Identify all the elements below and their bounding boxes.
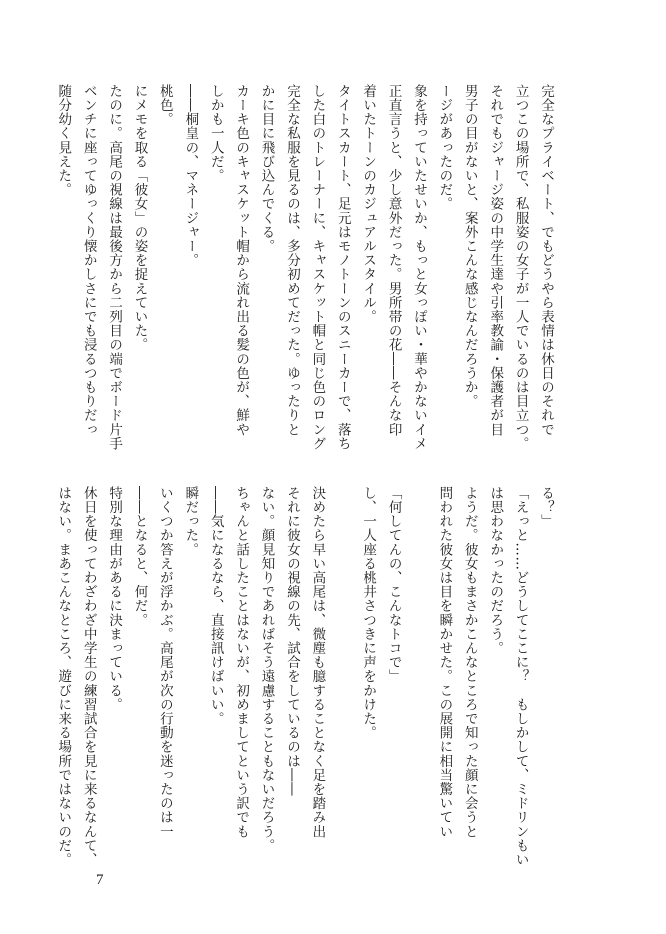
text-line: 男子の目がないと、案外こんな感じなんだろうか。 — [461, 84, 478, 409]
text-line: ――気になるなら、直接訊けばいい。 — [207, 486, 224, 726]
text-line: ージがあったのだ。 — [436, 84, 453, 211]
text-line: 象を持っていたせいか、もっと女っぽい・華やかないイメ — [410, 84, 427, 451]
text-line: ようだ。彼女もまさかこんなところで知った顔に会うと — [461, 486, 478, 839]
text-line: 随分幼く見えた。 — [55, 84, 72, 197]
text-line: は思わなかったのだろう。 — [487, 486, 504, 656]
text-line: ――となると、何だ。 — [131, 486, 148, 627]
text-line: し、一人座る桃井さつきに声をかけた。 — [360, 486, 377, 740]
text-line: る？」 — [538, 486, 554, 529]
text-line: ――桐皇の、マネージャー。 — [182, 84, 199, 268]
page-number: 7 — [96, 872, 104, 888]
dialogue-line: 「何してんの、こんなトコで」 — [385, 486, 402, 684]
text-line: 桃色。 — [156, 84, 173, 127]
text-line: カーキ色のキャスケット帽から流れ出る髪の色が、鮮や — [233, 84, 250, 437]
text-line: した白のトレーナーに、キャスケット帽と同じ色のロング — [309, 84, 326, 451]
text-line: 決めたら早い高尾は、微塵も臆することなく足を踏み出 — [309, 486, 326, 839]
text-line: いくつか答えが浮かぶ。高尾が次の行動を迷ったのは一 — [156, 486, 173, 839]
text-line: しかも一人だ。 — [207, 84, 224, 183]
text-line: 着いたトーンのカジュアルスタイル。 — [360, 84, 377, 324]
text-line: 休日を使ってわざわざ中学生の練習試合を見に来るなんて、 — [80, 486, 97, 867]
dialogue-line: 「えっと……どうしてここに？ もしかして、ミドリンもい — [512, 486, 529, 867]
text-line: 完全なプライベート、でもどうやら表情は休日のそれで — [538, 84, 554, 437]
text-block-bottom — [50, 486, 558, 866]
text-line: 瞬だった。 — [182, 486, 199, 557]
blank-line — [329, 486, 354, 866]
text-line: ベンチに座ってゆっくり懐かしさにでも浸るつもりだっ — [80, 84, 97, 437]
text-line: たのに。高尾の視線は最後方から二列目の端でボード片手 — [106, 84, 123, 451]
blank-line — [406, 486, 431, 866]
text-line: ない。顔見知りであればそう遠慮することもないだろう。 — [258, 486, 275, 853]
text-line: 問われた彼女は目を瞬かせた。この展開に相当驚いてい — [436, 486, 453, 839]
text-line: ちゃんと話したことはないが、初めましてという訳でも — [233, 486, 250, 839]
text-block-top — [50, 84, 558, 464]
text-line: タイトスカート、足元はモノトーンのスニーカーで、落ち — [334, 84, 351, 451]
text-line: それでもジャージ姿の中学生達や引率教諭・保護者が目 — [487, 84, 504, 437]
text-line: 立つこの場所で、私服姿の女子が一人でいるのは目立つ。 — [512, 84, 529, 451]
text-line: 特別な理由があるに決まっている。 — [106, 486, 123, 712]
text-line: 完全な私服を見るのは、多分初めてだった。ゆったりと — [283, 84, 300, 437]
text-line: それに彼女の視線の先、試合をしているのは―― — [283, 486, 300, 797]
text-line: かに目に飛び込んでくる。 — [258, 84, 275, 254]
text-line: はない。まあこんなところ、遊びに来る場所ではないのだ。 — [55, 486, 72, 867]
text-line: にメモを取る「彼女」の姿を捉えていた。 — [131, 84, 148, 352]
text-line: 正直言うと、少し意外だった。男所帯の花――そんな印 — [385, 84, 402, 437]
